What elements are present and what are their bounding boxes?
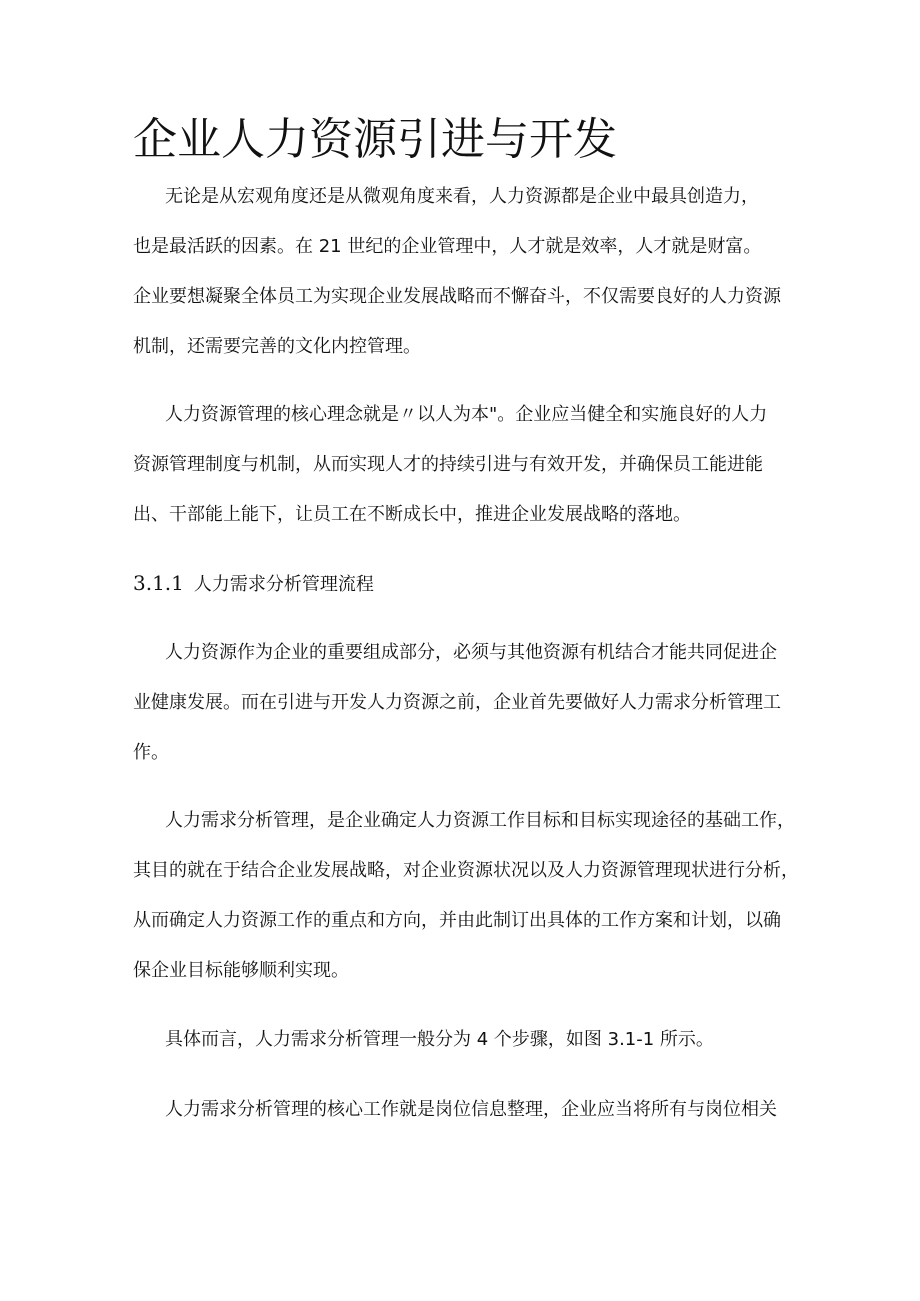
paragraph-line: 人力需求分析管理，是企业确定人力资源工作目标和目标实现途径的基础工作，: [165, 810, 795, 831]
paragraph-line: 出、干部能上能下，让员工在不断成长中，推进企业发展战略的落地。: [133, 504, 691, 525]
document-title: 企业人力资源引进与开发: [133, 114, 617, 165]
paragraph-line: 人力资源管理的核心理念就是〃以人为本"。企业应当健全和实施良好的人力: [165, 404, 768, 425]
paragraph-resource-role: [133, 628, 803, 778]
paragraph-core-work: [133, 1085, 803, 1135]
paragraph-steps: [133, 1015, 803, 1065]
section-number: 3.1.1: [133, 571, 184, 595]
paragraph-line: 其目的就在于结合企业发展战略，对企业资源状况以及人力资源管理现状进行分析，: [133, 860, 799, 881]
paragraph-line: 企业要想凝聚全体员工为实现企业发展战略而不懈奋斗，不仅需要良好的人力资源: [133, 286, 781, 307]
paragraph-line: 从而确定人力资源工作的重点和方向，并由此制订出具体的工作方案和计划，以确: [133, 910, 781, 931]
section-title: 人力需求分析管理流程: [193, 574, 374, 595]
paragraph-line: 作。: [133, 742, 169, 763]
paragraph-line: 资源管理制度与机制，从而实现人才的持续引进与有效开发，并确保员工能进能: [133, 454, 763, 475]
section-heading: [133, 558, 374, 610]
paragraph-intro: [133, 172, 803, 372]
paragraph-line: 业健康发展。而在引进与开发人力资源之前，企业首先要做好人力需求分析管理工: [133, 692, 781, 713]
paragraph-line: 人力资源作为企业的重要组成部分，必须与其他资源有机结合才能共同促进企: [165, 642, 777, 663]
paragraph-line: 具体而言，人力需求分析管理一般分为 4 个步骤，如图 3.1-1 所示。: [165, 1029, 714, 1050]
paragraph-line: 机制，还需要完善的文化内控管理。: [133, 336, 421, 357]
paragraph-demand-analysis: [133, 796, 803, 996]
paragraph-line: 人力需求分析管理的核心工作就是岗位信息整理，企业应当将所有与岗位相关: [165, 1099, 777, 1120]
paragraph-line: 无论是从宏观角度还是从微观角度来看，人力资源都是企业中最具创造力，: [165, 186, 759, 207]
paragraph-line: 保企业目标能够顺利实现。: [133, 960, 349, 981]
paragraph-core-concept: [133, 390, 803, 540]
paragraph-line: 也是最活跃的因素。在 21 世纪的企业管理中，人才就是效率，人才就是财富。: [133, 236, 762, 257]
